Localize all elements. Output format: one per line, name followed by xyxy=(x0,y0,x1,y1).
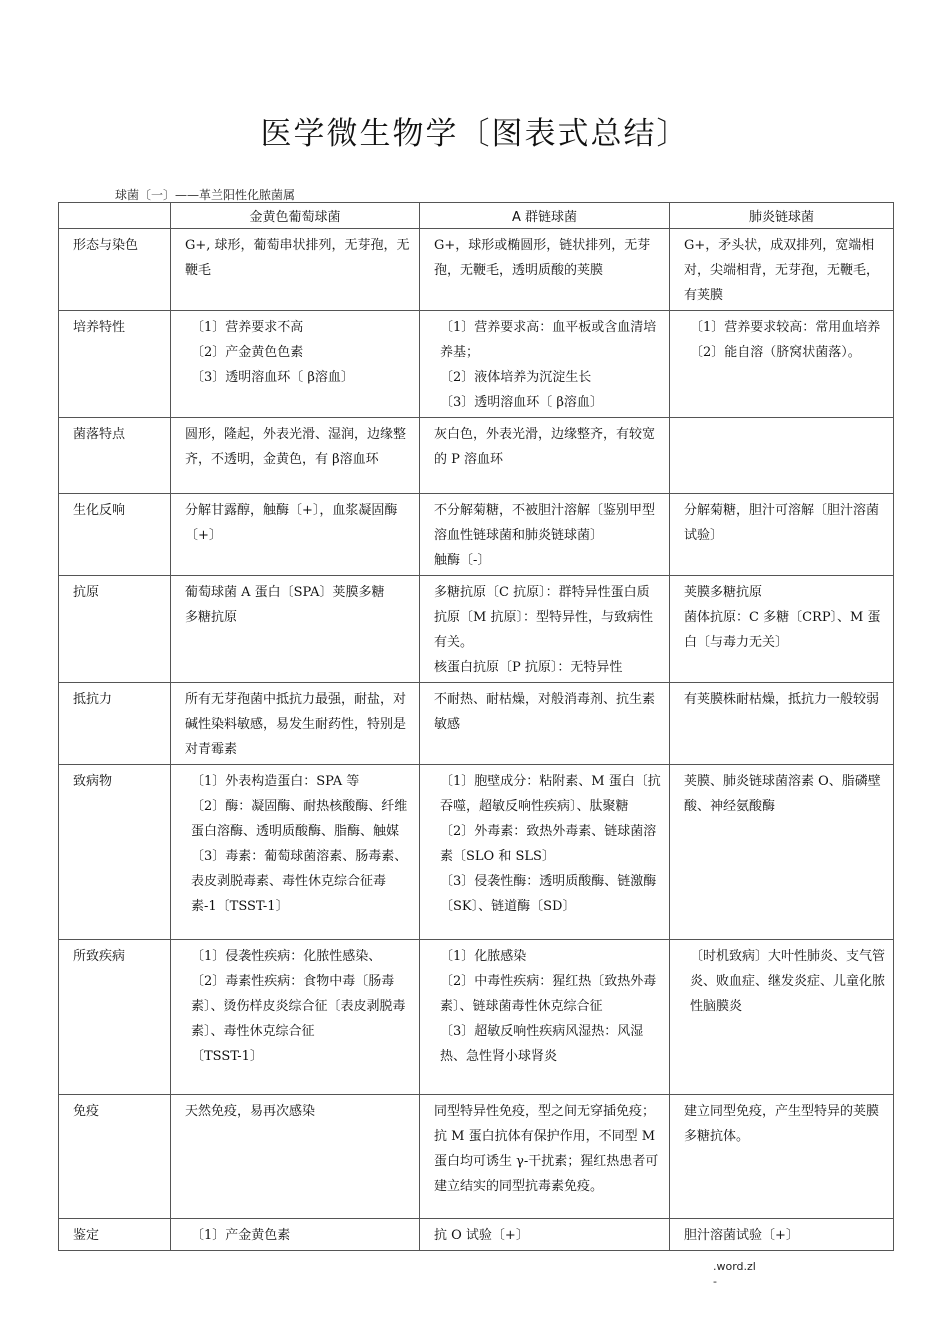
cell-line: 不耐热、耐枯燥，对般消毒剂、抗生素敏感 xyxy=(434,692,656,732)
table-cell xyxy=(420,311,670,418)
cell-line: 〔2〕能自溶（脐窝状菌落）。 xyxy=(690,345,861,360)
row-label: 形态与染色 xyxy=(59,229,171,311)
cell-line: 〔1〕营养要求高：血平板或含血清培养基； xyxy=(440,320,657,360)
cell-line: 所有无芽孢菌中抵抗力最强，耐盐，对碱性染料敏感，易发生耐药性，特别是对青霉素 xyxy=(185,692,407,757)
table-cell xyxy=(420,765,670,940)
table-cell xyxy=(171,1219,420,1251)
table-cell xyxy=(670,229,894,311)
header-staph: 金黄色葡萄球菌 xyxy=(171,203,420,229)
table-cell xyxy=(420,1095,670,1219)
table-cell xyxy=(670,683,894,765)
row-label: 抵抗力 xyxy=(59,683,171,765)
table-cell xyxy=(670,494,894,576)
cell-line: 分解甘露醇，触酶〔+〕，血浆凝固酶〔+〕 xyxy=(185,503,398,543)
table-row xyxy=(59,494,894,576)
cell-line: 灰白色，外表光滑，边缘整齐，有较宽的 P 溶血环 xyxy=(434,427,656,467)
table-cell xyxy=(670,1095,894,1219)
table-cell xyxy=(171,576,420,683)
footer-watermark: .word.zl xyxy=(713,1260,756,1273)
cell-line: 〔3〕透明溶血环〔 β溶血〕 xyxy=(191,370,354,385)
table-cell xyxy=(171,940,420,1095)
cell-line: 胆汁溶菌试验〔+〕 xyxy=(684,1228,799,1243)
cell-line: 〔2〕酶：凝固酶、耐热核酸酶、纤维蛋白溶酶、透明质酸酶、脂酶、触媒 xyxy=(191,799,408,839)
cell-line: 〔1〕营养要求不高 xyxy=(191,320,304,335)
cell-line: G+，矛头状，成双排列，宽端相对，尖端相背，无芽孢，无鞭毛，有荚膜 xyxy=(684,238,880,303)
table-row xyxy=(59,229,894,311)
table-row xyxy=(59,311,894,418)
cell-line: 〔3〕侵袭性酶：透明质酸酶、链激酶〔SK〕、链道酶〔SD〕 xyxy=(440,874,657,914)
table-cell xyxy=(420,229,670,311)
cell-line: 分解菊糖，胆汁可溶解〔胆汁溶菌试验〕 xyxy=(684,503,880,543)
table-row xyxy=(59,940,894,1095)
cell-line: 〔3〕毒素：葡萄球菌溶素、肠毒素、表皮剥脱毒素、毒性休克综合征毒素-1〔TSST-1〕 xyxy=(191,849,408,914)
row-label: 免疫 xyxy=(59,1095,171,1219)
cell-line: G+，球形或椭圆形，链状排列，无芽孢，无鞭毛，透明质酸的荚膜 xyxy=(434,238,651,278)
page-title: 医学微生物学〔图表式总结〕 xyxy=(260,116,690,152)
cell-line: 荚膜、肺炎链球菌溶素 O、脂磷壁酸、神经氨酸酶 xyxy=(684,774,881,814)
table-cell xyxy=(171,683,420,765)
table-row xyxy=(59,576,894,683)
cell-line: 天然免疫，易再次感染 xyxy=(185,1104,316,1119)
cell-line: 同型特异性免疫，型之间无穿插免疫；抗 M 蛋白抗体有保护作用，不同型 M 蛋白均可诱生 γ-干扰素；猩红热患者可建立结实的同型抗毒素免疫。 xyxy=(434,1104,659,1194)
cell-line: 〔TSST-1〕 xyxy=(191,1049,263,1064)
table-cell xyxy=(420,418,670,494)
table-row xyxy=(59,683,894,765)
cell-line: 〔1〕营养要求较高：常用血培养 xyxy=(690,320,881,335)
cell-line: 〔3〕超敏反响性疾病风湿热：风湿热、急性肾小球肾炎 xyxy=(440,1024,644,1064)
cell-line: 圆形，隆起，外表光滑、湿润，边缘整齐，不透明，金黄色，有 β溶血环 xyxy=(185,427,407,467)
cell-line: 〔2〕外毒素：致热外毒素、链球菌溶素〔SLO 和 SLS〕 xyxy=(440,824,657,864)
table-cell xyxy=(420,940,670,1095)
table-cell xyxy=(171,494,420,576)
cell-line: 建立同型免疫，产生型特异的荚膜多糖抗体。 xyxy=(684,1104,880,1144)
cell-line: 〔2〕毒素性疾病：食物中毒〔肠毒素〕、烫伤样皮炎综合征〔表皮剥脱毒素〕、毒性休克综合征 xyxy=(191,974,406,1039)
header-blank xyxy=(59,203,171,229)
table-cell xyxy=(420,494,670,576)
header-strep-a: A 群链球菌 xyxy=(420,203,670,229)
table-cell xyxy=(670,1219,894,1251)
cell-line: 核蛋白抗原〔P 抗原〕：无特异性 xyxy=(434,660,623,675)
table-cell xyxy=(670,765,894,940)
table-row xyxy=(59,418,894,494)
cell-line: 荚膜多糖抗原 xyxy=(684,585,763,600)
header-row xyxy=(59,203,894,229)
row-label: 鉴定 xyxy=(59,1219,171,1251)
cell-line: G+, 球形，葡萄串状排列，无芽孢，无鞭毛 xyxy=(185,238,410,278)
table-row xyxy=(59,765,894,940)
cell-line: 〔3〕透明溶血环〔 β溶血〕 xyxy=(440,395,603,410)
row-label: 生化反响 xyxy=(59,494,171,576)
row-label: 抗原 xyxy=(59,576,171,683)
row-label: 所致疾病 xyxy=(59,940,171,1095)
table-cell xyxy=(171,765,420,940)
cell-line: 〔1〕外表构造蛋白：SPA 等 xyxy=(191,774,360,789)
cell-line: 多糖抗原〔C 抗原〕：群特异性蛋白质抗原〔M 抗原〕：型特异性，与致病性有关。 xyxy=(434,585,653,650)
table-cell xyxy=(171,229,420,311)
cell-line: 有荚膜株耐枯燥，抵抗力一般较弱 xyxy=(684,692,880,707)
table-cell xyxy=(420,576,670,683)
row-label: 菌落特点 xyxy=(59,418,171,494)
cell-line: 〔2〕液体培养为沉淀生长 xyxy=(440,370,592,385)
table-cell xyxy=(670,940,894,1095)
summary-table xyxy=(58,202,894,1251)
table-row xyxy=(59,1219,894,1251)
cell-line: 〔时机致病〕大叶性肺炎、支气管炎、败血症、继发炎症、儿童化脓性脑膜炎 xyxy=(690,949,886,1014)
cell-line: 葡萄球菌 A 蛋白〔SPA〕荚膜多糖 xyxy=(185,585,385,600)
table-cell xyxy=(171,418,420,494)
table-row xyxy=(59,1095,894,1219)
row-label: 致病物 xyxy=(59,765,171,940)
footer-dash: - xyxy=(713,1275,717,1288)
header-pneumo: 肺炎链球菌 xyxy=(670,203,894,229)
table-cell xyxy=(420,1219,670,1251)
table-cell xyxy=(171,311,420,418)
cell-line: 〔2〕中毒性疾病：猩红热〔致热外毒素〕、链球菌毒性休克综合征 xyxy=(440,974,657,1014)
cell-line: 菌体抗原：C 多糖〔CRP〕、M 蛋白〔与毒力无关〕 xyxy=(684,610,881,650)
cell-line: 〔1〕产金黄色素 xyxy=(191,1228,291,1243)
table-cell xyxy=(670,576,894,683)
table-cell xyxy=(670,311,894,418)
table-cell xyxy=(670,418,894,494)
cell-line: 触酶〔-〕 xyxy=(434,553,491,568)
cell-line: 多糖抗原 xyxy=(185,610,238,625)
cell-line: 〔1〕胞壁成分：粘附素、M 蛋白〔抗吞噬，超敏反响性疾病〕、肽聚糖 xyxy=(440,774,661,814)
table-caption: 球菌〔一〕——革兰阳性化脓菌属 xyxy=(115,188,296,202)
cell-line: 不分解菊糖，不被胆汁溶解〔鉴别甲型溶血性链球菌和肺炎链球菌〕 xyxy=(434,503,656,543)
cell-line: 〔1〕侵袭性疾病：化脓性感染、 xyxy=(191,949,382,964)
table-cell xyxy=(420,683,670,765)
table-cell xyxy=(171,1095,420,1219)
cell-line: 〔1〕化脓感染 xyxy=(440,949,527,964)
cell-line: 〔2〕产金黄色色素 xyxy=(191,345,304,360)
cell-line: 抗 O 试验〔+〕 xyxy=(434,1228,529,1243)
row-label: 培养特性 xyxy=(59,311,171,418)
